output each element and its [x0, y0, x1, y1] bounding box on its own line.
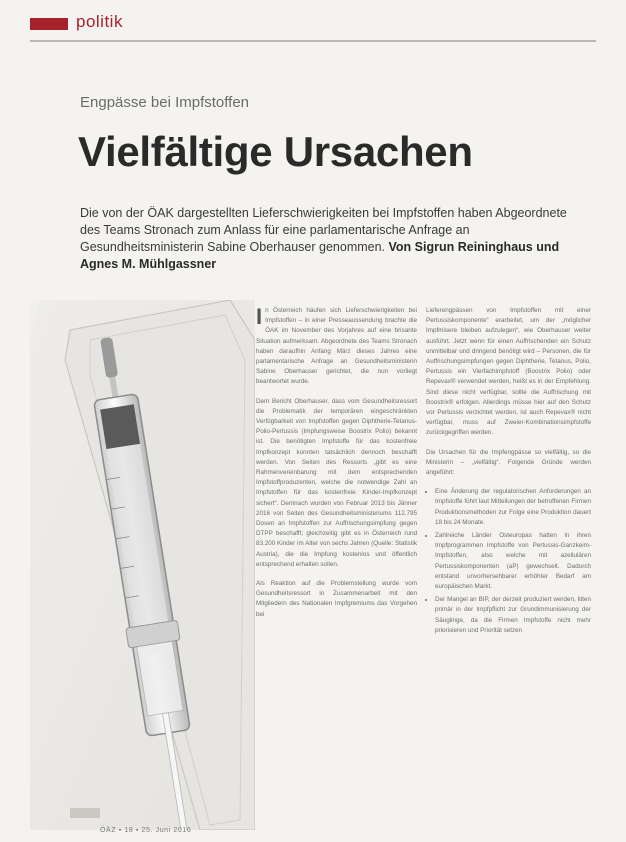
paragraph-intro — [256, 306, 417, 388]
paragraph-ministry-answer: Dem Bericht Oberhauser, dass vom Gesundheitsressort die Problematik der temporären eingeschränkten Verfügbarkeit von Impfstoffen gegen Diphtherie-Tetanus-Polio-Pertussis (Impfungsweise Boostrix Polio) bekannt ist. Die benötigten Impfstoffe für das kostenfreie Impfkonzept konnten tatsächlich dennoch beschafft werden. Von Seiten des Ressorts „gibt es eine Rahmenvereinbarung mit dem entsprechenden Impfstoffproduzenten, welche die notwendige Zahl an Impfstoffen für das kostenfreie Kinder-Impfkonzept sichert“. Demnach wurden von Februar 2013 bis Jänner 2016 von Seiten des Gesundheitsministeriums 112.795 Dosen an Impfstoffen zur Auffrischungsimpfung gegen DTPP beschafft; gleichzeitig gibt es in Österreich rund 83.200 Kinder im Alter von sechs Jahren (Quelle: Statistik Austria), die die Impfung kostenlos und öffentlich entsprechend erhalten sollen. — [256, 397, 417, 568]
list-item: • Der Mangel an BIP, der derzeit produziert werden, litten primär in der Impfpflicht zur Grundimmunisierung der Säuglinge, da die Firmen Impfstoffe nicht mehr priorisieren und Priorität setzen — [435, 595, 591, 636]
article-kicker: Engpässe bei Impfstoffen — [80, 94, 249, 111]
lede-text: Die von der ÖAK dargestellten Lieferschwierigkeiten bei Impfstoffen haben Abgeordnete des Teams Stronach zum Anlass für eine parlamentarische Anfrage an Gesundheitsministerin Sabine Oberhauser genommen. — [80, 206, 567, 254]
list-item: • Zahlreiche Länder Osteuropas hatten in ihren Impfprogrammen Impfstoffe von Pertussis-Ganzkeim-Impfstoffen, also welche mit azellulären Pertussiskomponenten (aP) gewechselt. Dadurch entstand unvorhersehbarer erhöhter Bedarf am europäischen Markt. — [435, 531, 591, 592]
paragraph-intro-text: n Österreich häufen sich Lieferschwierigkeiten bei Impfstoffen – in einer Presseaussendung brachte die ÖAK im November des Vorjahres auf eine brisante Situation aufmerksam. Abgeordnete des Teams Stronach haben daraufhin Anfang März dieses Jahres eine parlamentarische Anfrage an Gesundheitsministerin Sabine Oberhauser gerichtet, die nun vorliegt beantwortet wurde. — [256, 307, 417, 386]
list-item: • Eine Änderung der regulatorischen Anforderungen an Impfstoffe führt laut Mitteilungen der betroffenen Firmen Produktionsmethoden zur Folge eine Produktion dauert 18 bis 24 Monate. — [435, 487, 591, 528]
article-column-2 — [426, 306, 591, 639]
paragraph-causes-intro: Die Ursachen für die Impfengpässe so vielfältig, so die Ministerin – „vielfältig“. Folgende Gründe werden angeführt: — [426, 448, 591, 477]
section-color-bar — [30, 18, 68, 30]
causes-list — [426, 487, 591, 636]
paragraph-reaction: Als Reaktion auf die Problemstellung wurde vom Gesundheitsressort in Zusammenarbeit mit den Mitgliedern des Nationalen Impfgremiums das Vorgehen bei — [256, 580, 417, 618]
paragraph-recommendation: Lieferengpässen von Impfstoffen mit einer Pertussiskomponente“ erarbeitet, um der „möglicher Impfmisere bleiben aufzulegen“, wie Oberhauser weiter ausführt. Jetzt wenn für einen Auffrischenden ein Schutz unmittelbar und dringend benötigt wird – Personen, die für Auffrischungsimpfungen gegen Diphtherie, Tetanus, Polio, Pertussis ein Vierfachimpfstoff (Boostrix Polio) oder Repevax® verwendet werden, heißt es in der Empfehlung. Sind diese nicht verfügbar, sollte die Auffrischung mit Boostrix® erfolgen. Allerdings müsse hier auf den Schutz vor Pertussis verzichtet werden, ist auch Repevax® nicht verfügbar, muss auf Zweier-Kombinationsimpfstoffe zurückgegriffen werden. — [426, 307, 591, 437]
article-lede — [80, 205, 580, 273]
header-divider — [30, 40, 596, 42]
drop-cap: I — [256, 304, 263, 329]
syringe-illustration — [30, 300, 255, 830]
section-label: politik — [76, 12, 123, 31]
syringe-photo — [30, 300, 255, 830]
article-byline: Von Sigrun Reininghaus und Agnes M. Mühlgassner — [80, 240, 560, 271]
article-title: Vielfältige Ursachen — [78, 128, 473, 175]
page-footer: ÖÄZ ▪ 18 ▪ 25. Juni 2016 — [100, 827, 192, 834]
article-column-1 — [256, 306, 417, 629]
